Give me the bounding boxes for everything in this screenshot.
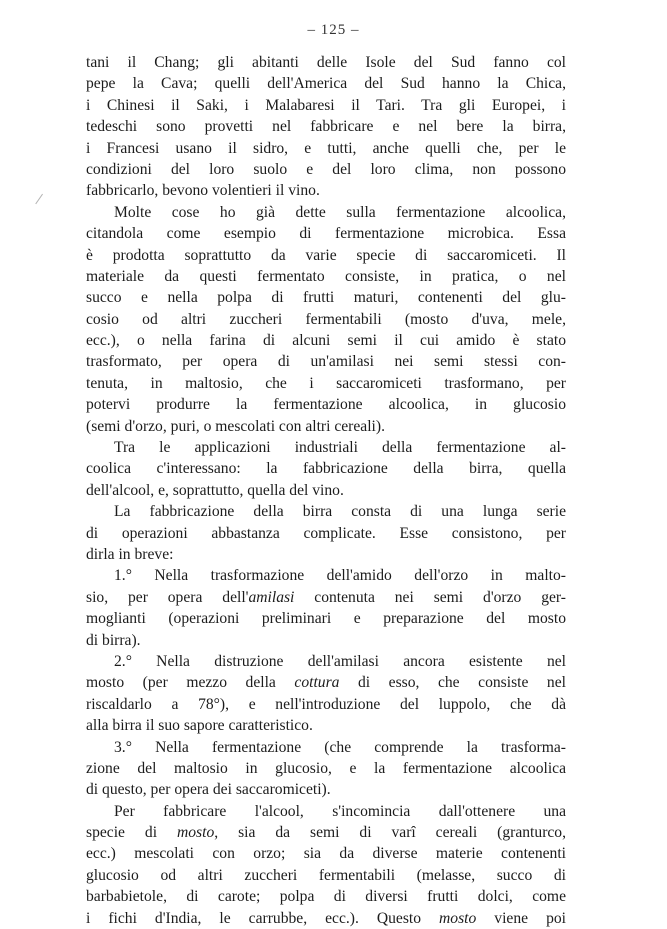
text-line: trasformato, per opera di un'amilasi nei semi stessi con-	[86, 353, 566, 371]
text-line	[86, 822, 566, 843]
body-text	[86, 52, 566, 929]
page-number: – 125 –	[307, 22, 360, 38]
paragraph	[86, 501, 566, 565]
text-line: cosio od altri zuccheri fermentabili (mosto d'uva, mele,	[86, 310, 566, 328]
pencil-mark	[35, 194, 48, 208]
text-line: dirla in breve:	[86, 545, 174, 563]
text-line: tani il Chang; gli abitanti delle Isole del Sud fanno col	[86, 54, 566, 71]
paragraph	[86, 52, 566, 202]
text-line: coolica c'interessano: la fabbricazione della birra, quella	[86, 460, 566, 478]
text-line: i Francesi usano il sidro, e tutti, anche quelli che, per le	[86, 139, 566, 157]
paragraph	[86, 737, 566, 801]
text-segment: di esso, che consiste nel	[339, 674, 566, 692]
text-segment: i fichi d'India, le carrubbe, ecc.). Questo	[86, 909, 440, 927]
italic-term: amilasi	[248, 588, 295, 606]
paragraph	[86, 202, 566, 437]
text-line: glucosio od altri zuccheri fermentabili (melasse, succo di	[86, 866, 566, 884]
paragraph	[86, 651, 566, 737]
text-line: ecc.), o nella farina di alcuni semi il cui amido è stato	[86, 332, 566, 350]
text-line: alla birra il suo sapore caratteristico.	[86, 717, 313, 735]
text-line: barbabietole, di carote; polpa di diversi frutti dolci, come	[86, 888, 566, 906]
text-line: Tra le applicazioni industriali della fermentazione al-	[114, 439, 566, 457]
italic-term: cottura	[294, 674, 340, 692]
text-line: condizioni del loro suolo e del loro clima, non possono	[86, 160, 566, 178]
text-segment: specie di	[86, 824, 177, 842]
text-segment: , sia da semi di varî cereali (granturco,	[214, 824, 567, 842]
text-line	[86, 587, 566, 608]
text-line: di birra).	[86, 631, 141, 649]
text-segment: sio, per opera dell'	[86, 588, 249, 606]
text-segment: contenuta nei semi d'orzo ger-	[294, 588, 566, 606]
text-line: pepe la Cava; quelli dell'America del Sud hanno la Chica,	[86, 75, 566, 93]
paragraph	[86, 565, 566, 651]
text-line: i Chinesi il Saki, i Malabaresi il Tari. Tra gli Europei, i	[86, 96, 566, 114]
text-line: 1.° Nella trasformazione dell'amido dell'orzo in malto-	[114, 567, 566, 585]
text-line: 2.° Nella distruzione dell'amilasi ancora esistente nel	[114, 652, 566, 670]
paragraph	[86, 801, 566, 929]
text-line: materiale da questi fermentato consiste, in pratica, o nel	[86, 267, 566, 285]
text-line: riscaldarlo a 78°), e nell'introduzione del luppolo, che dà	[86, 695, 566, 713]
text-segment: viene poi	[476, 909, 566, 927]
text-line: è prodotta soprattutto da varie specie di saccaromiceti. Il	[86, 246, 566, 264]
text-line	[86, 908, 566, 929]
text-line: ecc.) mescolati con orzo; sia da diverse materie contenenti	[86, 845, 566, 863]
text-line: di operazioni abbastanza complicate. Esse consistono, per	[86, 524, 566, 542]
text-line: Molte cose ho già dette sulla fermentazione alcoolica,	[114, 203, 566, 221]
text-line: La fabbricazione della birra consta di una lunga serie	[114, 503, 566, 521]
text-line: fabbricarlo, bevono volentieri il vino.	[86, 182, 320, 200]
italic-term: mosto	[176, 824, 215, 842]
text-line: 3.° Nella fermentazione (che comprende la trasforma-	[114, 738, 566, 756]
text-line: (semi d'orzo, puri, o mescolati con altri cereali).	[86, 417, 385, 435]
text-line: tedeschi sono provetti nel fabbricare e nel bere la birra,	[86, 118, 566, 136]
text-line: moglianti (operazioni preliminari e preparazione del mosto	[86, 610, 566, 628]
text-line: tenuta, in maltosio, che i saccaromiceti trasformano, per	[86, 374, 566, 392]
text-line: zione del maltosio in glucosio, e la fermentazione alcoolica	[86, 759, 566, 777]
text-line: citandola come esempio di fermentazione microbica. Essa	[86, 225, 566, 243]
text-line: succo e nella polpa di frutti maturi, contenenti del glu-	[86, 289, 566, 307]
text-segment: mosto (per mezzo della	[86, 674, 295, 692]
italic-term: mosto	[439, 909, 477, 927]
paragraph	[86, 437, 566, 501]
text-line: potervi produrre la fermentazione alcoolica, in glucosio	[86, 396, 566, 414]
text-line	[86, 672, 566, 693]
text-line: di questo, per opera dei saccaromiceti).	[86, 781, 331, 799]
text-line: dell'alcool, e, soprattutto, quella del vino.	[86, 481, 344, 499]
text-line: Per fabbricare l'alcool, s'incomincia dall'ottenere una	[114, 802, 566, 820]
